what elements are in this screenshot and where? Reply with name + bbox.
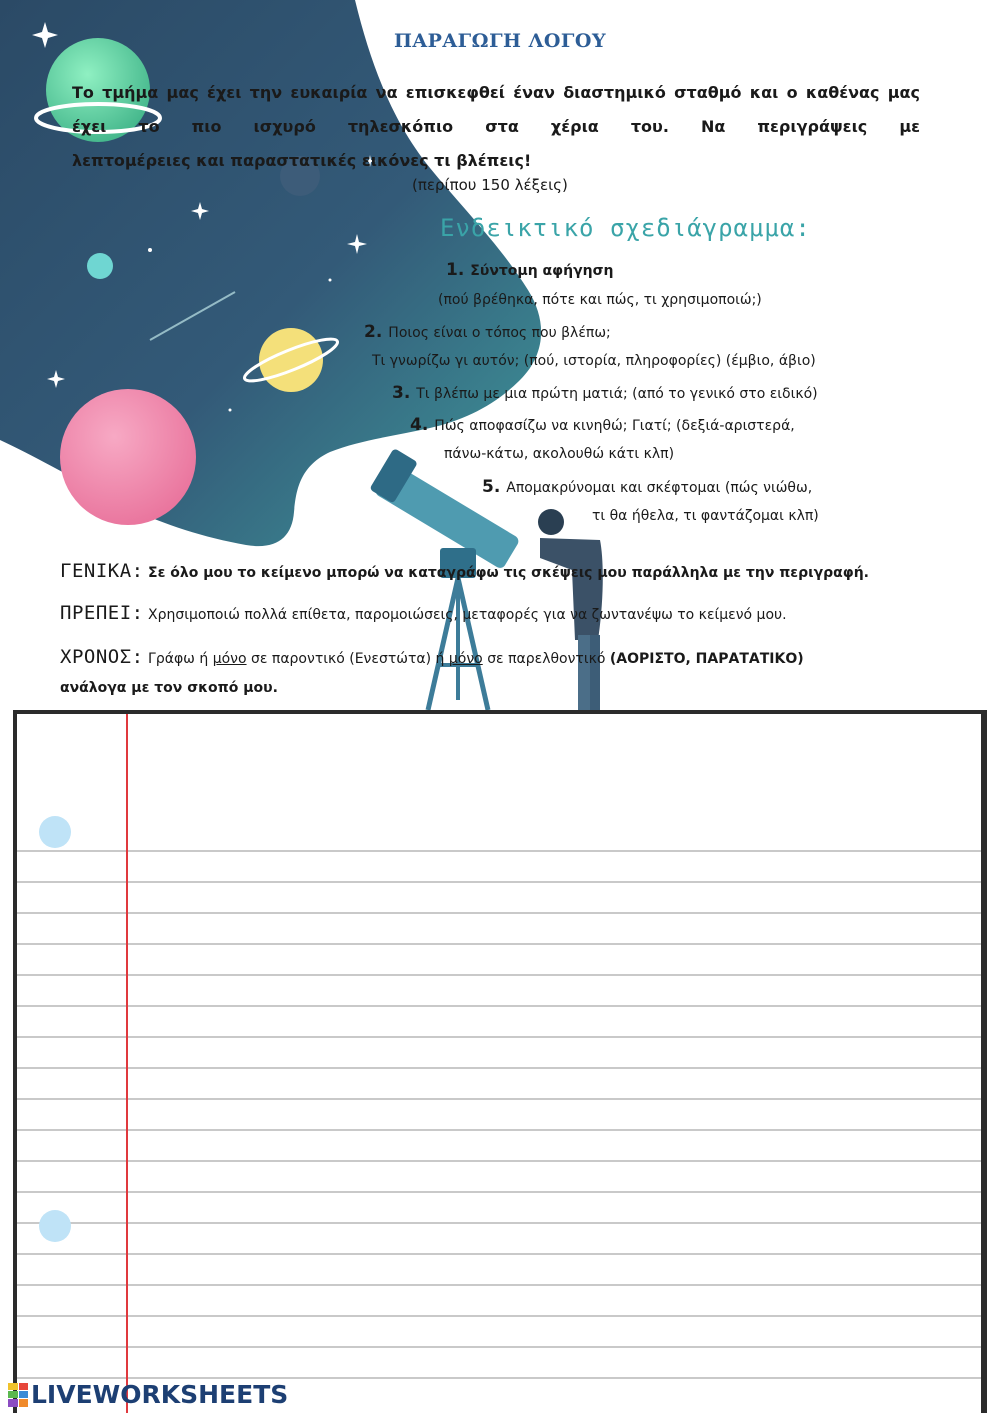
answer-textarea[interactable] (132, 725, 966, 1369)
pink-planet (60, 389, 196, 525)
outline-item-1 (446, 260, 613, 280)
outline-number: 3. (392, 383, 411, 403)
brand-icon (8, 1383, 28, 1407)
rule-text-part: Γράφω ή (148, 651, 209, 667)
brand-name: LIVEWORKSHEETS (31, 1380, 289, 1409)
outline-item-2 (364, 322, 611, 342)
rule-key: ΓΕΝΙΚΑ: (60, 560, 144, 582)
outline-item-5-detail: τι θα ήθελα, τι φαντάζομαι κλπ) (592, 508, 819, 524)
outline-item-4 (410, 415, 795, 435)
rule-key: ΧΡΟΝΟΣ: (60, 646, 144, 668)
outline-item-1-detail: (πού βρέθηκα, πότε και πώς, τι χρησιμοποιώ;) (438, 292, 762, 308)
approx-length: (περίπου 150 λέξεις) (412, 176, 568, 194)
outline-item-5 (482, 477, 812, 497)
rule-text-part: σε παρελθοντικό (487, 651, 606, 667)
outline-item-3 (392, 383, 818, 403)
rule-text-part: (ΑΟΡΙΣΤΟ, ΠΑΡΑΤΑΤΙΚΟ) (609, 651, 804, 667)
outline-item-2-detail: Τι γνωρίζω γι αυτόν; (πού, ιστορία, πληροφορίες) (έμβιο, άβιο) (372, 353, 816, 369)
rule-text: Χρησιμοποιώ πολλά επίθετα, παρομοιώσεις, μεταφορές για να ζωντανέψω το κείμενό μου. (148, 607, 787, 623)
rule-tense (60, 646, 804, 668)
rule-must (60, 602, 787, 624)
binder-hole-bottom (39, 1210, 71, 1242)
rule-text: Σε όλο μου το κείμενο μπορώ να καταγράφω τις σκέψεις μου παράλληλα με την περιγραφή. (148, 565, 869, 581)
rule-general (60, 560, 869, 582)
outline-text: Τι βλέπω με μια πρώτη ματιά; (από το γενικό στο ειδικό) (416, 386, 818, 402)
outline-number: 5. (482, 477, 501, 497)
outline-number: 1. (446, 260, 465, 280)
outline-item-4-detail: πάνω-κάτω, ακολουθώ κάτι κλπ) (444, 446, 675, 462)
rule-text-emphasis: μόνο (212, 651, 247, 667)
task-prompt (72, 76, 920, 178)
outline-heading: Ενδεικτικό σχεδιάγραμμα: (440, 214, 811, 242)
outline-number: 4. (410, 415, 429, 435)
liveworksheets-logo (8, 1380, 288, 1409)
task-prompt-line-2: λεπτομέρειες και παραστατικές εικόνες τι βλέπεις! (72, 151, 532, 170)
outline-text: Ποιος είναι ο τόπος που βλέπω; (388, 325, 611, 341)
rule-tense-line-2: ανάλογα με τον σκοπό μου. (60, 680, 278, 696)
binder-hole-top (39, 816, 71, 848)
worksheet-title: ΠΑΡΑΓΩΓΗ ΛΟΓΟΥ (393, 30, 607, 52)
outline-text: Πώς αποφασίζω να κινηθώ; Γιατί; (δεξιά-αριστερά, (434, 418, 795, 434)
rule-text-part: σε παροντικό (Ενεστώτα) ή (251, 651, 445, 667)
outline-number: 2. (364, 322, 383, 342)
outline-text: Απομακρύνομαι και σκέφτομαι (πώς νιώθω, (506, 480, 813, 496)
rule-text-emphasis: μόνο (448, 651, 483, 667)
rule-key: ΠΡΕΠΕΙ: (60, 602, 144, 624)
task-prompt-line-1: Το τμήμα μας έχει την ευκαιρία να επισκεφθεί έναν διαστημικό σταθμό και ο καθένας μας έχει το πιο ισχυρό τηλεσκόπιο στα χέρια του. Να περιγράψεις με (72, 83, 920, 136)
teal-planet (87, 253, 113, 279)
outline-text: Σύντομη αφήγηση (470, 263, 614, 279)
